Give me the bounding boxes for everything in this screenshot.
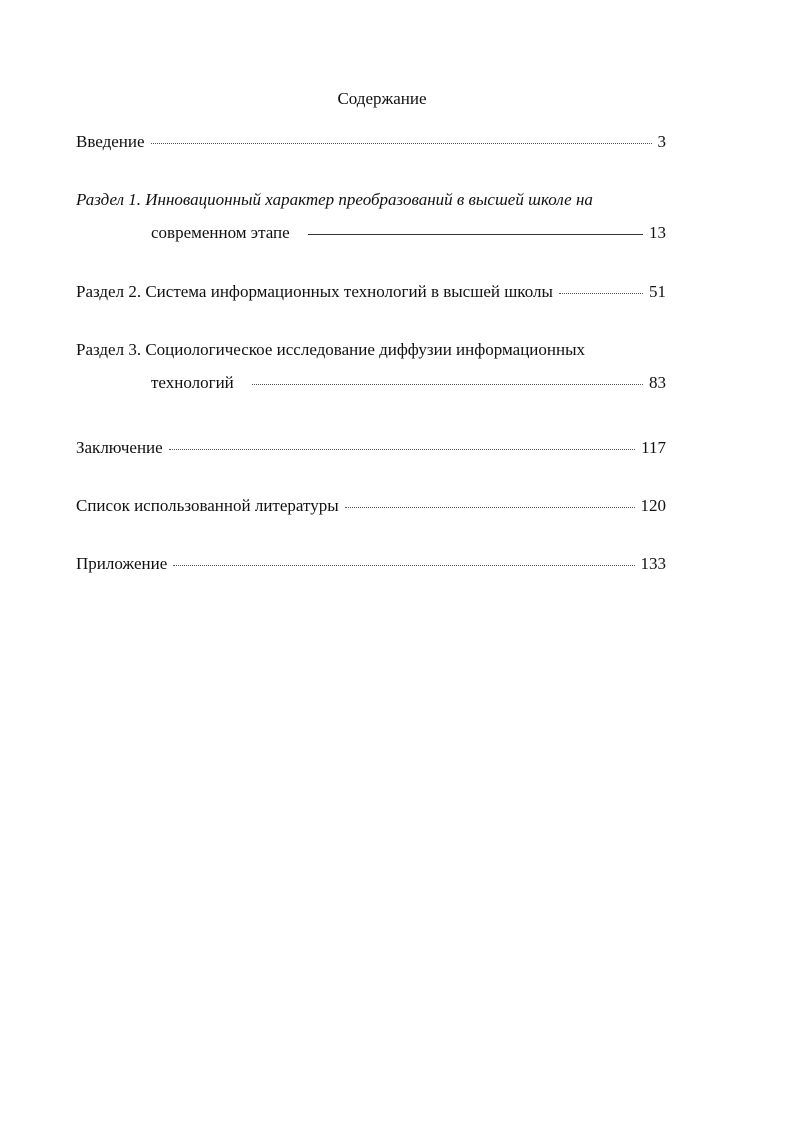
dot-leader (169, 449, 635, 450)
toc-entry-label: Введение (76, 132, 145, 151)
toc-title: Содержание (337, 89, 427, 108)
toc-page-number: 120 (640, 496, 666, 515)
solid-leader (308, 234, 643, 235)
dot-leader (345, 507, 635, 508)
dot-leader (559, 293, 643, 294)
toc-entry-prefix: Раздел 1. (76, 190, 146, 209)
toc-page-number: 117 (641, 438, 666, 457)
toc-entry-label (76, 190, 593, 210)
toc-entry-section-3-line-2 (151, 373, 666, 393)
toc-entry-section-1-line-1 (76, 190, 666, 210)
toc-entry-label: Заключение (76, 438, 163, 457)
toc-entry-label: Приложение (76, 554, 168, 573)
dot-leader (252, 384, 643, 385)
toc-entry-conclusion (76, 438, 666, 458)
toc-entry-label-continued: современном этапе (151, 223, 290, 242)
dot-leader (173, 565, 634, 566)
toc-entry-bibliography (76, 496, 666, 516)
toc-page-number: 133 (640, 554, 666, 573)
dot-leader (151, 143, 652, 144)
toc-entry-label: Список использованной литературы (76, 496, 339, 515)
toc-page-number: 3 (657, 132, 666, 151)
toc-entry-section-3-line-1 (76, 340, 666, 360)
toc-entry-title: Инновационный характер преобразований в высшей школе на (145, 190, 593, 209)
toc-entry-introduction (76, 132, 666, 152)
toc-page-number: 83 (649, 373, 666, 392)
toc-entry-appendix (76, 554, 666, 574)
toc-entry-label: Раздел 2. Система информационных технологий в высшей школы (76, 282, 553, 301)
toc-page-number: 51 (649, 282, 666, 301)
toc-entry-section-2 (76, 282, 666, 302)
toc-entry-section-1-line-2 (151, 223, 666, 243)
toc-page-number: 13 (649, 223, 666, 242)
toc-entry-label: Раздел 3. Социологическое исследование диффузии информационных (76, 340, 586, 359)
toc-entry-label-continued: технологий (151, 373, 234, 392)
